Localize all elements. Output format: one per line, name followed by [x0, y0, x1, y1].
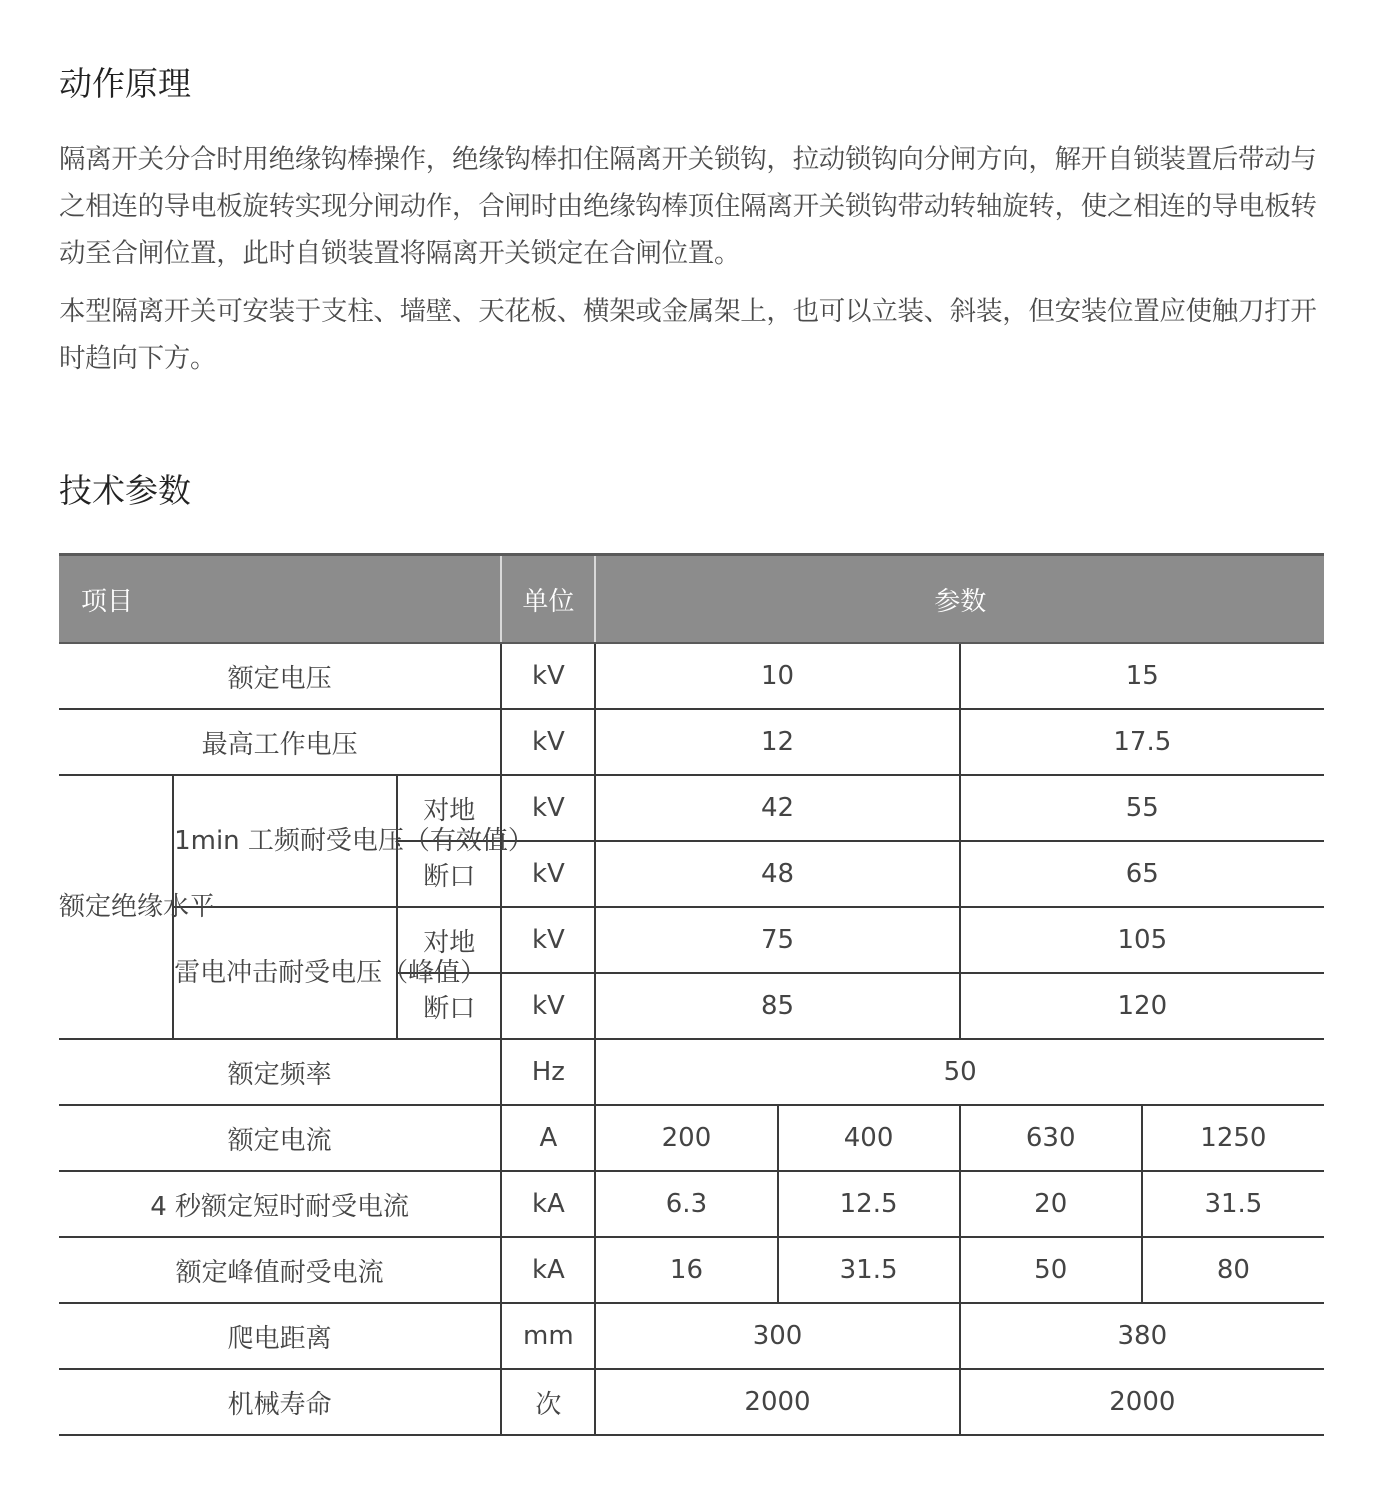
row-value: 105: [960, 907, 1324, 973]
row-value: 50: [595, 1039, 1324, 1105]
insulation-group-label: 额定绝缘水平: [59, 775, 173, 1039]
table-row: [59, 1039, 1324, 1105]
principle-paragraph-2: 本型隔离开关可安装于支柱、墙壁、天花板、横架或金属架上，也可以立装、斜装，但安装位置应使触刀打开时趋向下方。: [59, 296, 1317, 374]
row-unit: kA: [501, 1171, 595, 1237]
ground-label: 对地: [397, 775, 501, 841]
row-value: 50: [960, 1237, 1142, 1303]
row-label: 额定电压: [59, 643, 501, 709]
table-row: [59, 1303, 1324, 1369]
row-value: 10: [595, 643, 959, 709]
row-value: 48: [595, 841, 959, 907]
table-row: [59, 643, 1324, 709]
row-value: 80: [1142, 1237, 1324, 1303]
header-params: 参数: [595, 555, 1324, 644]
lightning-label: 雷电冲击耐受电压（峰值）: [173, 907, 397, 1039]
row-label: 额定频率: [59, 1039, 501, 1105]
row-unit: A: [501, 1105, 595, 1171]
table-row: [59, 1171, 1324, 1237]
table-row: [59, 1105, 1324, 1171]
row-value: 31.5: [778, 1237, 960, 1303]
row-value: 2000: [595, 1369, 959, 1435]
table-row: [59, 1369, 1324, 1435]
row-value: 85: [595, 973, 959, 1039]
header-unit: 单位: [501, 555, 595, 644]
row-unit: Hz: [501, 1039, 595, 1105]
row-value: 2000: [960, 1369, 1324, 1435]
spec-table: [59, 553, 1324, 1436]
break-label: 断口: [397, 841, 501, 907]
row-unit: kV: [501, 973, 595, 1039]
row-value: 15: [960, 643, 1324, 709]
row-unit: mm: [501, 1303, 595, 1369]
row-unit: kV: [501, 709, 595, 775]
row-value: 31.5: [1142, 1171, 1324, 1237]
table-row: [59, 1237, 1324, 1303]
table-row: [59, 709, 1324, 775]
row-label: 最高工作电压: [59, 709, 501, 775]
table-row: [59, 907, 1324, 973]
row-value: 1250: [1142, 1105, 1324, 1171]
row-value: 65: [960, 841, 1324, 907]
row-unit: kV: [501, 841, 595, 907]
row-unit: kV: [501, 775, 595, 841]
row-unit: kV: [501, 643, 595, 709]
row-value: 12.5: [778, 1171, 960, 1237]
section-title-principle: 动作原理: [59, 64, 191, 103]
table-row: [59, 775, 1324, 841]
principle-paragraph-1: 隔离开关分合时用绝缘钩棒操作，绝缘钩棒扣住隔离开关锁钩，拉动锁钩向分闸方向，解开自锁装置后带动与之相连的导电板旋转实现分闸动作，合闸时由绝缘钩棒顶住隔离开关锁钩带动转轴旋转，使之相连的导电板转动至合闸位置，此时自锁装置将隔离开关锁定在合闸位置。: [59, 144, 1317, 269]
section-title-params: 技术参数: [59, 471, 191, 510]
row-value: 16: [595, 1237, 777, 1303]
row-value: 42: [595, 775, 959, 841]
header-item: 项目: [59, 555, 501, 644]
row-label: 4 秒额定短时耐受电流: [59, 1171, 501, 1237]
row-label: 额定峰值耐受电流: [59, 1237, 501, 1303]
row-value: 20: [960, 1171, 1142, 1237]
row-value: 380: [960, 1303, 1324, 1369]
row-label: 机械寿命: [59, 1369, 501, 1435]
table-header-row: [59, 555, 1324, 644]
row-value: 17.5: [960, 709, 1324, 775]
row-value: 400: [778, 1105, 960, 1171]
row-label: 爬电距离: [59, 1303, 501, 1369]
row-value: 6.3: [595, 1171, 777, 1237]
row-value: 75: [595, 907, 959, 973]
row-value: 12: [595, 709, 959, 775]
row-value: 630: [960, 1105, 1142, 1171]
row-unit: kV: [501, 907, 595, 973]
row-unit: kA: [501, 1237, 595, 1303]
break-label: 断口: [397, 973, 501, 1039]
row-value: 55: [960, 775, 1324, 841]
row-label: 额定电流: [59, 1105, 501, 1171]
row-unit: 次: [501, 1369, 595, 1435]
row-value: 120: [960, 973, 1324, 1039]
ground-label: 对地: [397, 907, 501, 973]
power-freq-label: 1min 工频耐受电压（有效值）: [173, 775, 397, 907]
row-value: 300: [595, 1303, 959, 1369]
row-value: 200: [595, 1105, 777, 1171]
